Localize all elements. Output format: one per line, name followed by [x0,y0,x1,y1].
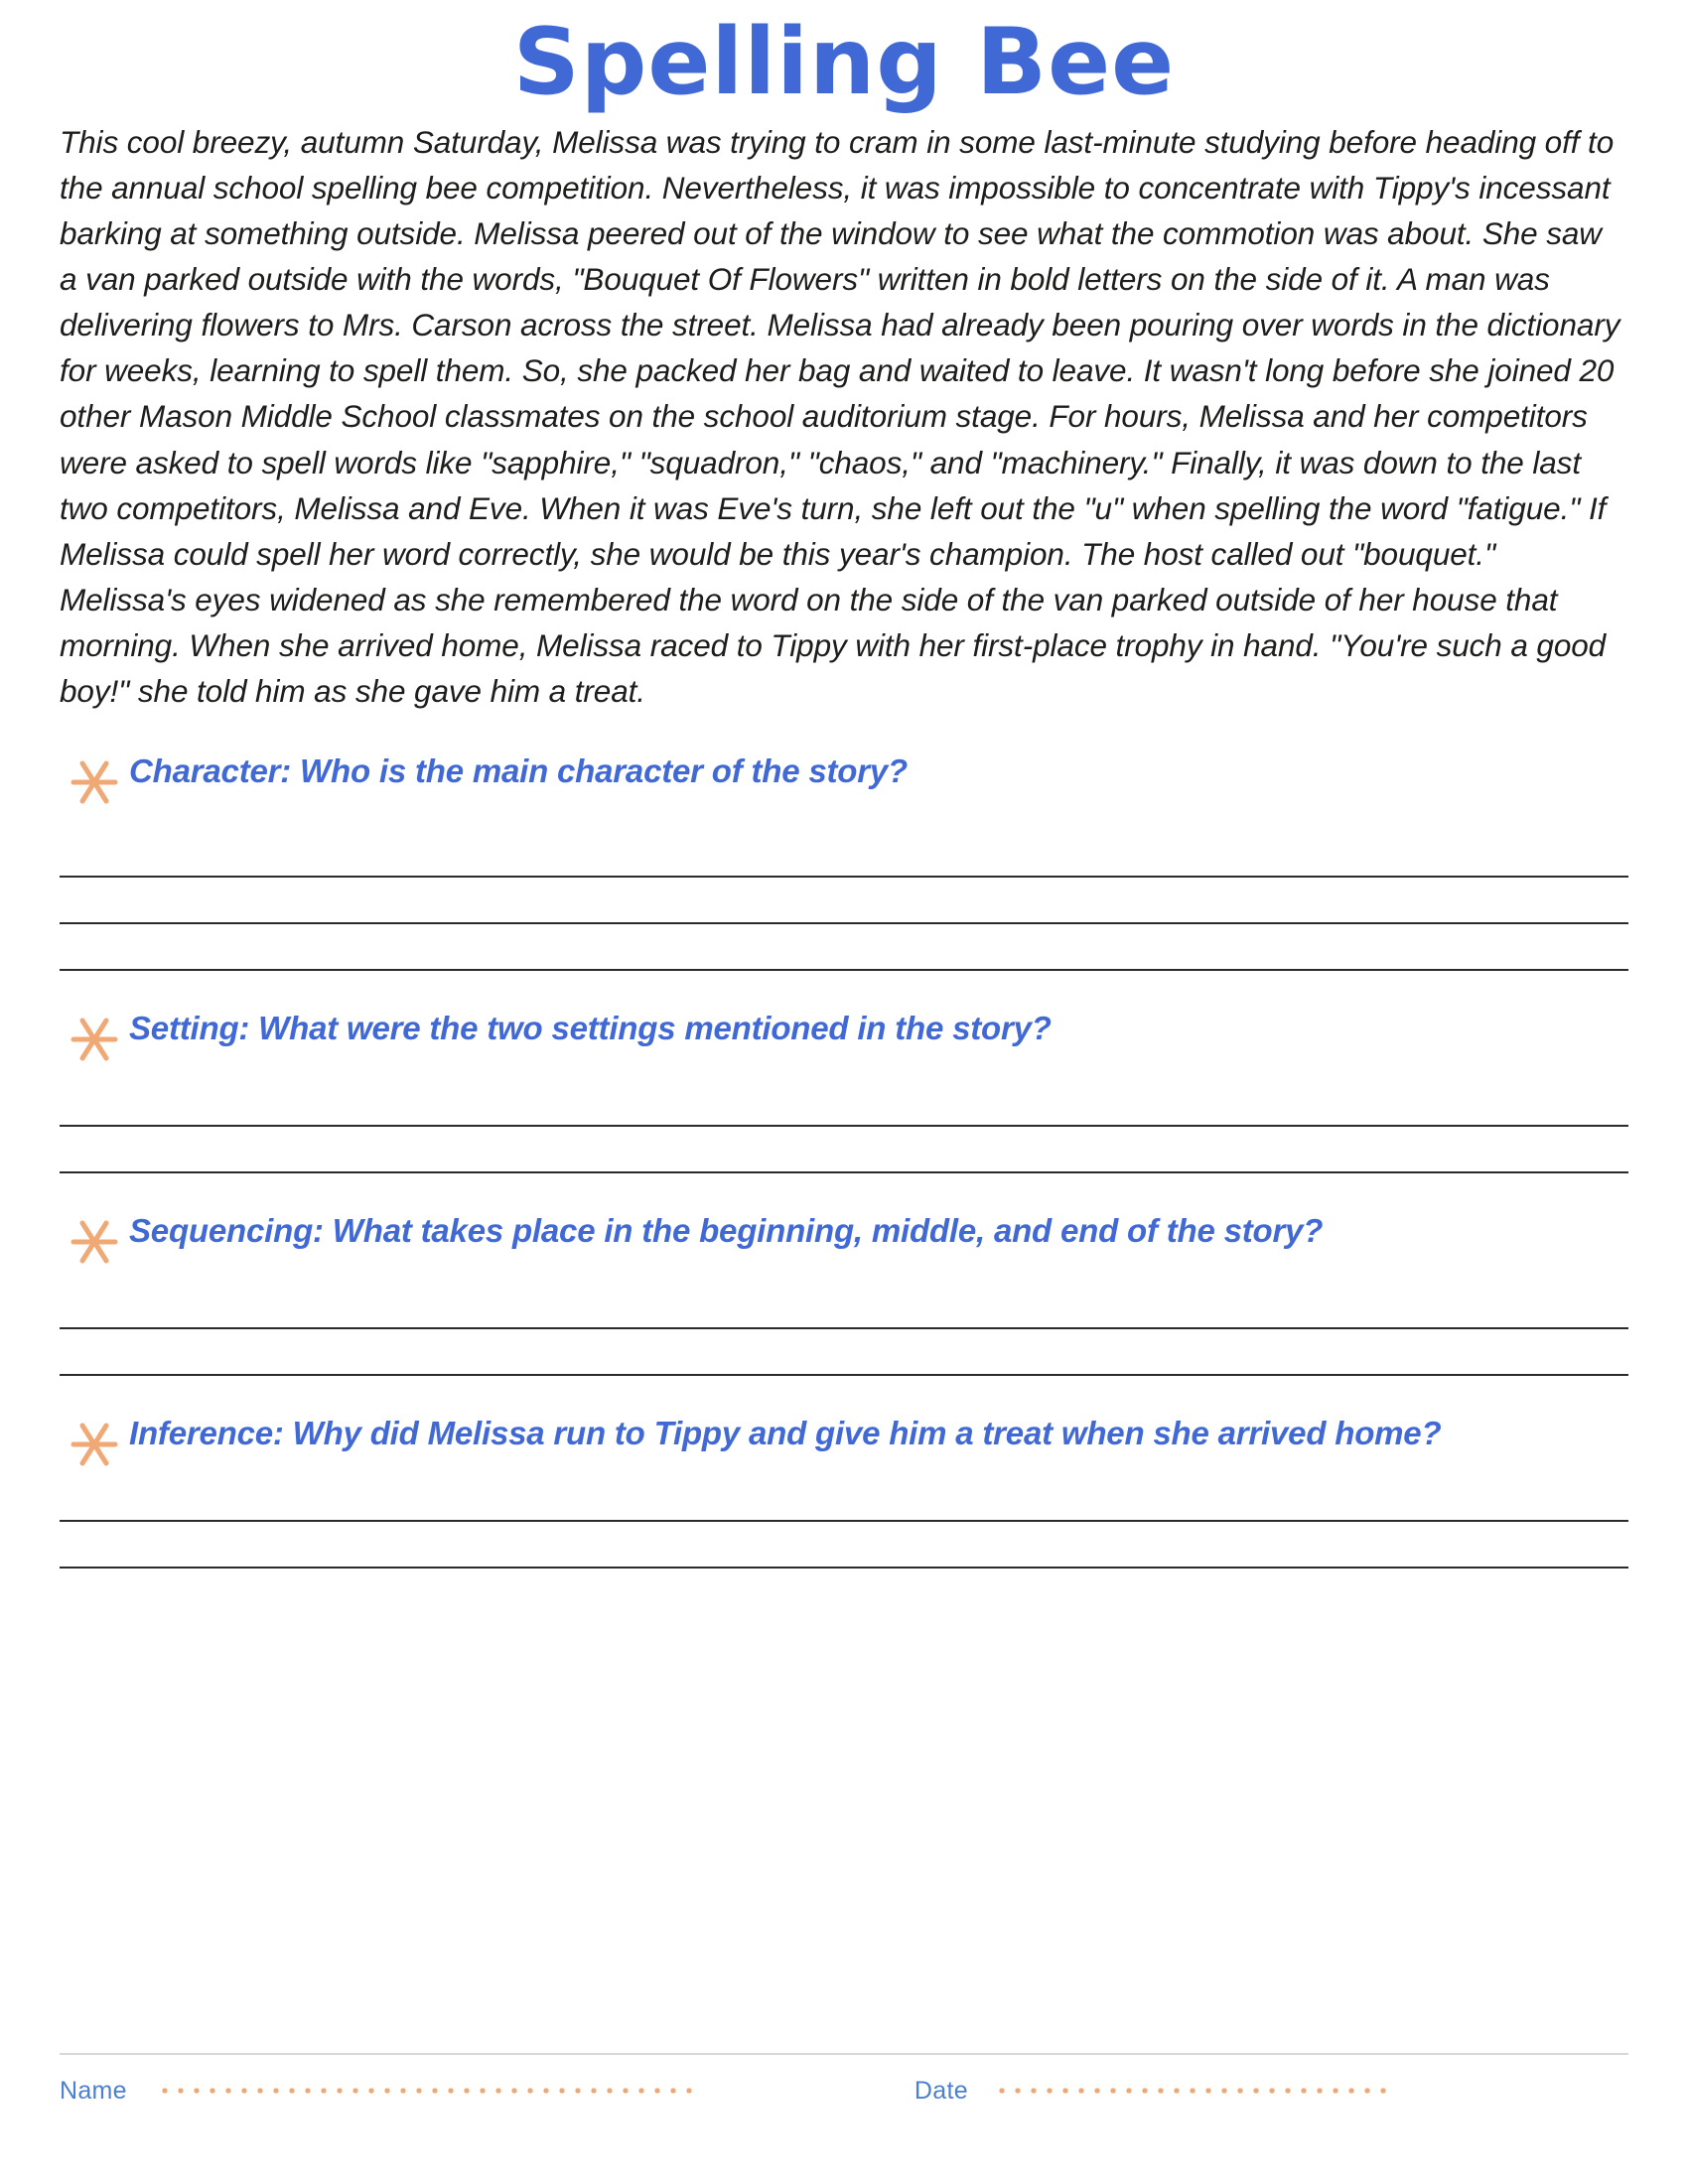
question-text: Setting: What were the two settings mentioned in the story? [129,1010,1052,1047]
name-input[interactable] [157,2088,698,2094]
answer-line[interactable] [60,1522,1628,1569]
answer-area[interactable] [60,1283,1628,1376]
date-input[interactable] [994,2088,1391,2094]
answer-line[interactable] [60,1127,1628,1173]
answer-line[interactable] [60,1475,1628,1522]
name-label: Name [60,2076,127,2105]
question-text: Character: Who is the main character of the story? [129,752,909,790]
answer-area[interactable] [60,831,1628,971]
question-text: Sequencing: What takes place in the beginning, middle, and end of the story? [129,1212,1324,1250]
star-icon [60,753,129,811]
question-block-setting [60,1005,1628,1173]
reading-passage: This cool breezy, autumn Saturday, Melissa was trying to cram in some last-minute studying before heading off to the annual school spelling bee competition. Nevertheless, it was impossible to concentrate with Tippy's incessant barking at something outside. Melissa peered out of the window to see what the commotion was about. She saw a van parked outside with the words, "Bouquet Of Flowers" written in bold letters on the side of it. A man was delivering flowers to Mrs. Carson across the street. Melissa had already been pouring over words in the dictionary for weeks, learning to spell them. So, she packed her bag and waited to leave. It wasn't long before she joined 20 other Mason Middle School classmates on the school auditorium stage. For hours, Melissa and her competitors were asked to spell words like "sapphire," "squadron," "chaos," and "machinery." Finally, it was down to the last two competitors, Melissa and Eve. When it was Eve's turn, she left out the "u" when spelling the word "fatigue." If Melissa could spell her word correctly, she would be this year's champion. The host called out "bouquet." Melissa's eyes widened as she remembered the word on the side of the van parked outside of her house that morning. When she arrived home, Melissa raced to Tippy with her first-place trophy in hand. "You're such a good boy!" she told him as she gave him a treat. [60,123,1620,710]
question-header [60,1410,1628,1473]
question-header [60,1207,1628,1271]
star-icon [60,1011,129,1068]
answer-line[interactable] [60,924,1628,971]
answer-area[interactable] [60,1080,1628,1173]
question-header [60,748,1628,811]
question-block-sequencing [60,1207,1628,1376]
footer-fields [60,2053,1628,2113]
answer-line[interactable] [60,1329,1628,1376]
answer-line[interactable] [60,831,1628,878]
star-icon [60,1416,129,1473]
question-block-inference [60,1410,1628,1569]
answer-area[interactable] [60,1475,1628,1569]
star-icon [60,1213,129,1271]
question-block-character [60,748,1628,971]
answer-line[interactable] [60,878,1628,924]
answer-line[interactable] [60,1283,1628,1329]
answer-line[interactable] [60,1080,1628,1127]
question-header [60,1005,1628,1068]
question-text: Inference: Why did Melissa run to Tippy and give him a treat when she arrived home? [129,1415,1442,1452]
date-label: Date [914,2076,968,2105]
page-title: Spelling Bee [512,8,1176,115]
